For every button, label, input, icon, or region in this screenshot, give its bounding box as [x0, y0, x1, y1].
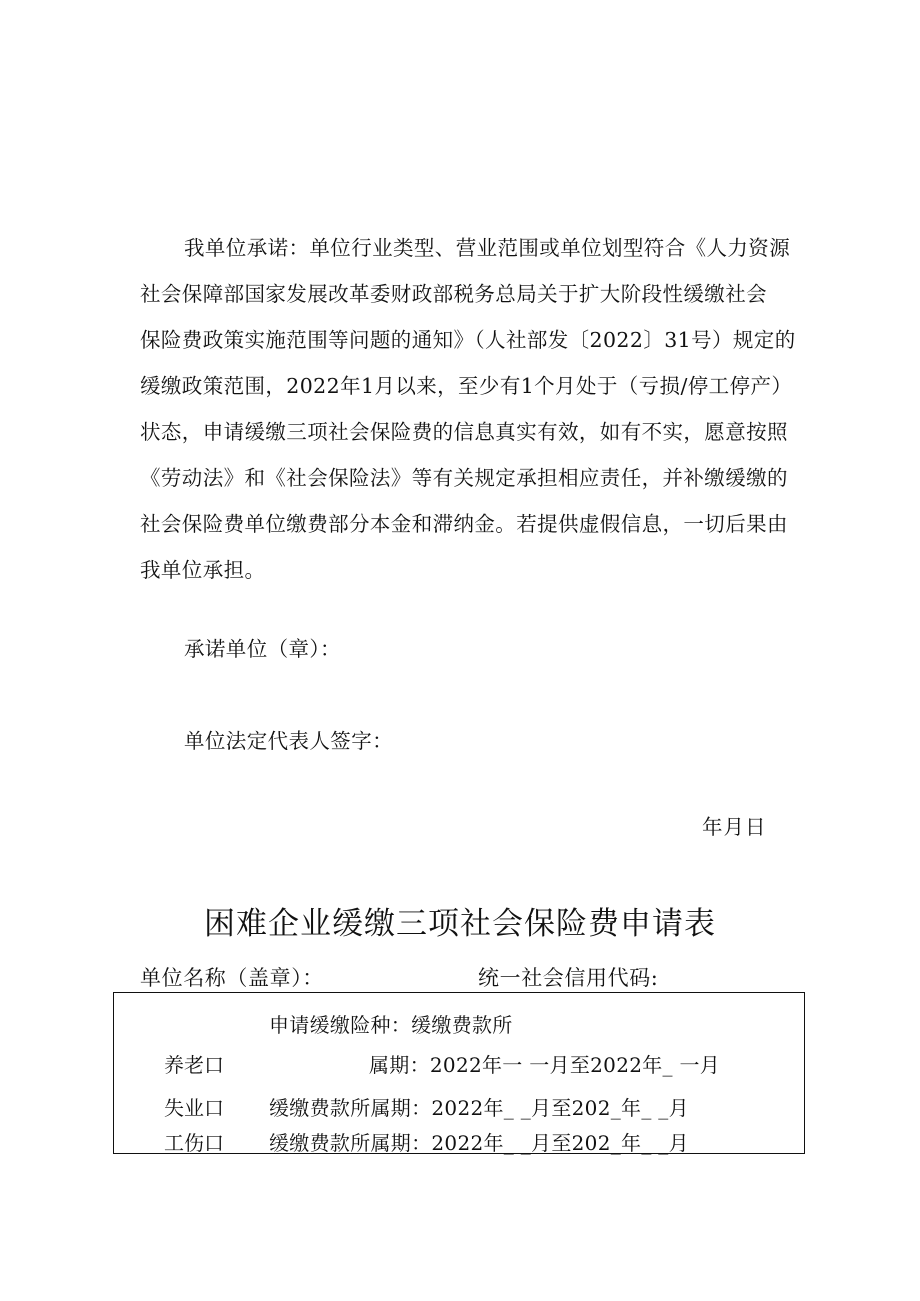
- form-title: 困难企业缓缴三项社会保险费申请表: [204, 906, 716, 942]
- date-label: 年月日: [702, 815, 767, 839]
- legal-representative-signature-label: 单位法定代表人签字：: [184, 729, 393, 753]
- pension-insurance-checkbox[interactable]: 养老口: [164, 1053, 224, 1077]
- pledge-line: 社会保险费单位缴费部分本金和滞纳金。若提供虚假信息，一切后果由: [140, 512, 788, 536]
- pledge-line: 保险费政策实施范围等问题的通知》（人社部发〔2022〕31号）规定的: [140, 328, 796, 352]
- pledge-line: 状态，申请缓缴三项社会保险费的信息真实有效，如有不实，愿意按照: [140, 420, 788, 444]
- pledge-line: 我单位承诺：单位行业类型、营业范围或单位划型符合《人力资源: [184, 236, 791, 260]
- pledge-line: 缓缴政策范围，2022年1月以来，至少有1个月处于（亏损/停工停产）: [140, 374, 793, 398]
- pledge-paragraph: [140, 225, 810, 593]
- pension-period-text: 属期：2022年一 一月至2022年_ 一月: [369, 1053, 721, 1077]
- injury-insurance-checkbox[interactable]: 工伤口: [164, 1131, 224, 1155]
- injury-period-text: 缓缴费款所属期：2022年_ _月至202_年_ _月: [269, 1131, 689, 1155]
- pledge-unit-seal-label: 承诺单位（章）：: [184, 637, 341, 661]
- unemployment-period-text: 缓缴费款所属期：2022年_ _月至202_年_ _月: [269, 1096, 689, 1120]
- credit-code-label: 统一社会信用代码:: [478, 966, 659, 990]
- pledge-line: 我单位承担。: [140, 558, 266, 582]
- unemployment-insurance-checkbox[interactable]: 失业口: [164, 1096, 224, 1120]
- unit-name-label: 单位名称（盖章）：: [140, 966, 324, 990]
- pledge-line: 《劳动法》和《社会保险法》等有关规定承担相应责任，并补缴缓缴的: [140, 466, 788, 490]
- application-form-box: [113, 992, 805, 1154]
- insurance-type-header: 申请缓缴险种：缓缴费款所: [269, 1013, 513, 1037]
- pledge-line: 社会保障部国家发展改革委财政部税务总局关于扩大阶段性缓缴社会: [140, 282, 767, 306]
